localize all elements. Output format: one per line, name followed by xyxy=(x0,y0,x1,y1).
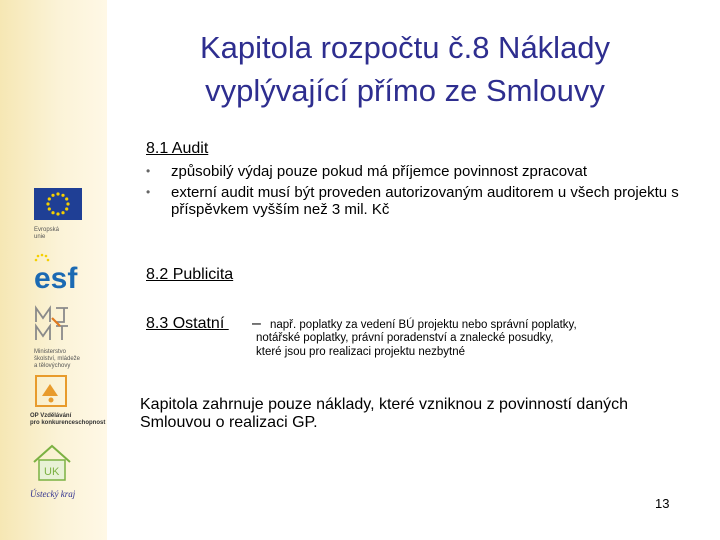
eu-label-1: Evropská xyxy=(34,227,60,233)
eu-flag-icon xyxy=(34,188,82,220)
msmt-logo-icon xyxy=(34,304,90,342)
eu-logo xyxy=(34,188,82,241)
list-item xyxy=(146,163,686,180)
audit-bullet-2: externí audit musí být proveden autorizovaným auditorem u všech projektu s příspěvkem vyšším než 3 mil. Kč xyxy=(171,184,679,218)
esf-logo xyxy=(34,252,86,297)
msmt-label-1: Ministerstvo xyxy=(34,349,67,355)
ustecky-kraj-icon xyxy=(30,442,76,482)
section-audit-heading: 8.1 Audit xyxy=(146,140,209,157)
msmt-label-2: školství, mládeže xyxy=(34,356,81,362)
ustecky-kraj-logo xyxy=(30,442,76,499)
msmt-logo xyxy=(34,304,90,370)
other-note-line-3: které jsou pro realizaci projektu nezbytné xyxy=(256,346,466,358)
esf-logo-icon xyxy=(34,252,86,292)
other-note-line-2: notářské poplatky, právní poradenství a znalecké posudky, xyxy=(256,332,554,344)
eu-label-2: unie xyxy=(34,234,46,240)
section-other-dash: – xyxy=(252,315,261,332)
bullet-icon: • xyxy=(146,164,151,178)
audit-bullet-list xyxy=(146,163,686,222)
sidebar xyxy=(0,0,107,540)
op-label-1: OP Vzdělávání xyxy=(30,413,72,419)
list-item xyxy=(146,184,686,218)
section-publicity-heading: 8.2 Publicita xyxy=(146,266,234,283)
title-line-1: Kapitola rozpočtu č.8 Náklady xyxy=(199,30,611,65)
op-label-2: pro konkurenceschopnost xyxy=(30,420,106,426)
bullet-icon: • xyxy=(146,185,151,199)
conclusion-text: Kapitola zahrnuje pouze náklady, které vzniknou z povinností daných Smlouvou o realizaci GP. xyxy=(140,396,629,431)
slide-title xyxy=(110,26,700,112)
op-vk-logo xyxy=(32,374,105,427)
ustecky-kraj-label: Ústecký kraj xyxy=(30,489,76,499)
msmt-label-3: a tělovýchovy xyxy=(34,363,71,369)
svg-text:esf: esf xyxy=(34,262,78,292)
other-note-line-1: např. poplatky za vedení BÚ projektu nebo správní poplatky, xyxy=(270,319,577,331)
op-vk-logo-icon xyxy=(32,374,72,408)
audit-bullet-1: způsobilý výdaj pouze pokud má příjemce povinnost zpracovat xyxy=(171,163,588,180)
section-other-heading: 8.3 Ostatní xyxy=(146,315,229,332)
title-line-2: vyplývající přímo ze Smlouvy xyxy=(205,73,605,108)
svg-text:UK: UK xyxy=(44,466,60,478)
page-number: 13 xyxy=(655,496,670,511)
